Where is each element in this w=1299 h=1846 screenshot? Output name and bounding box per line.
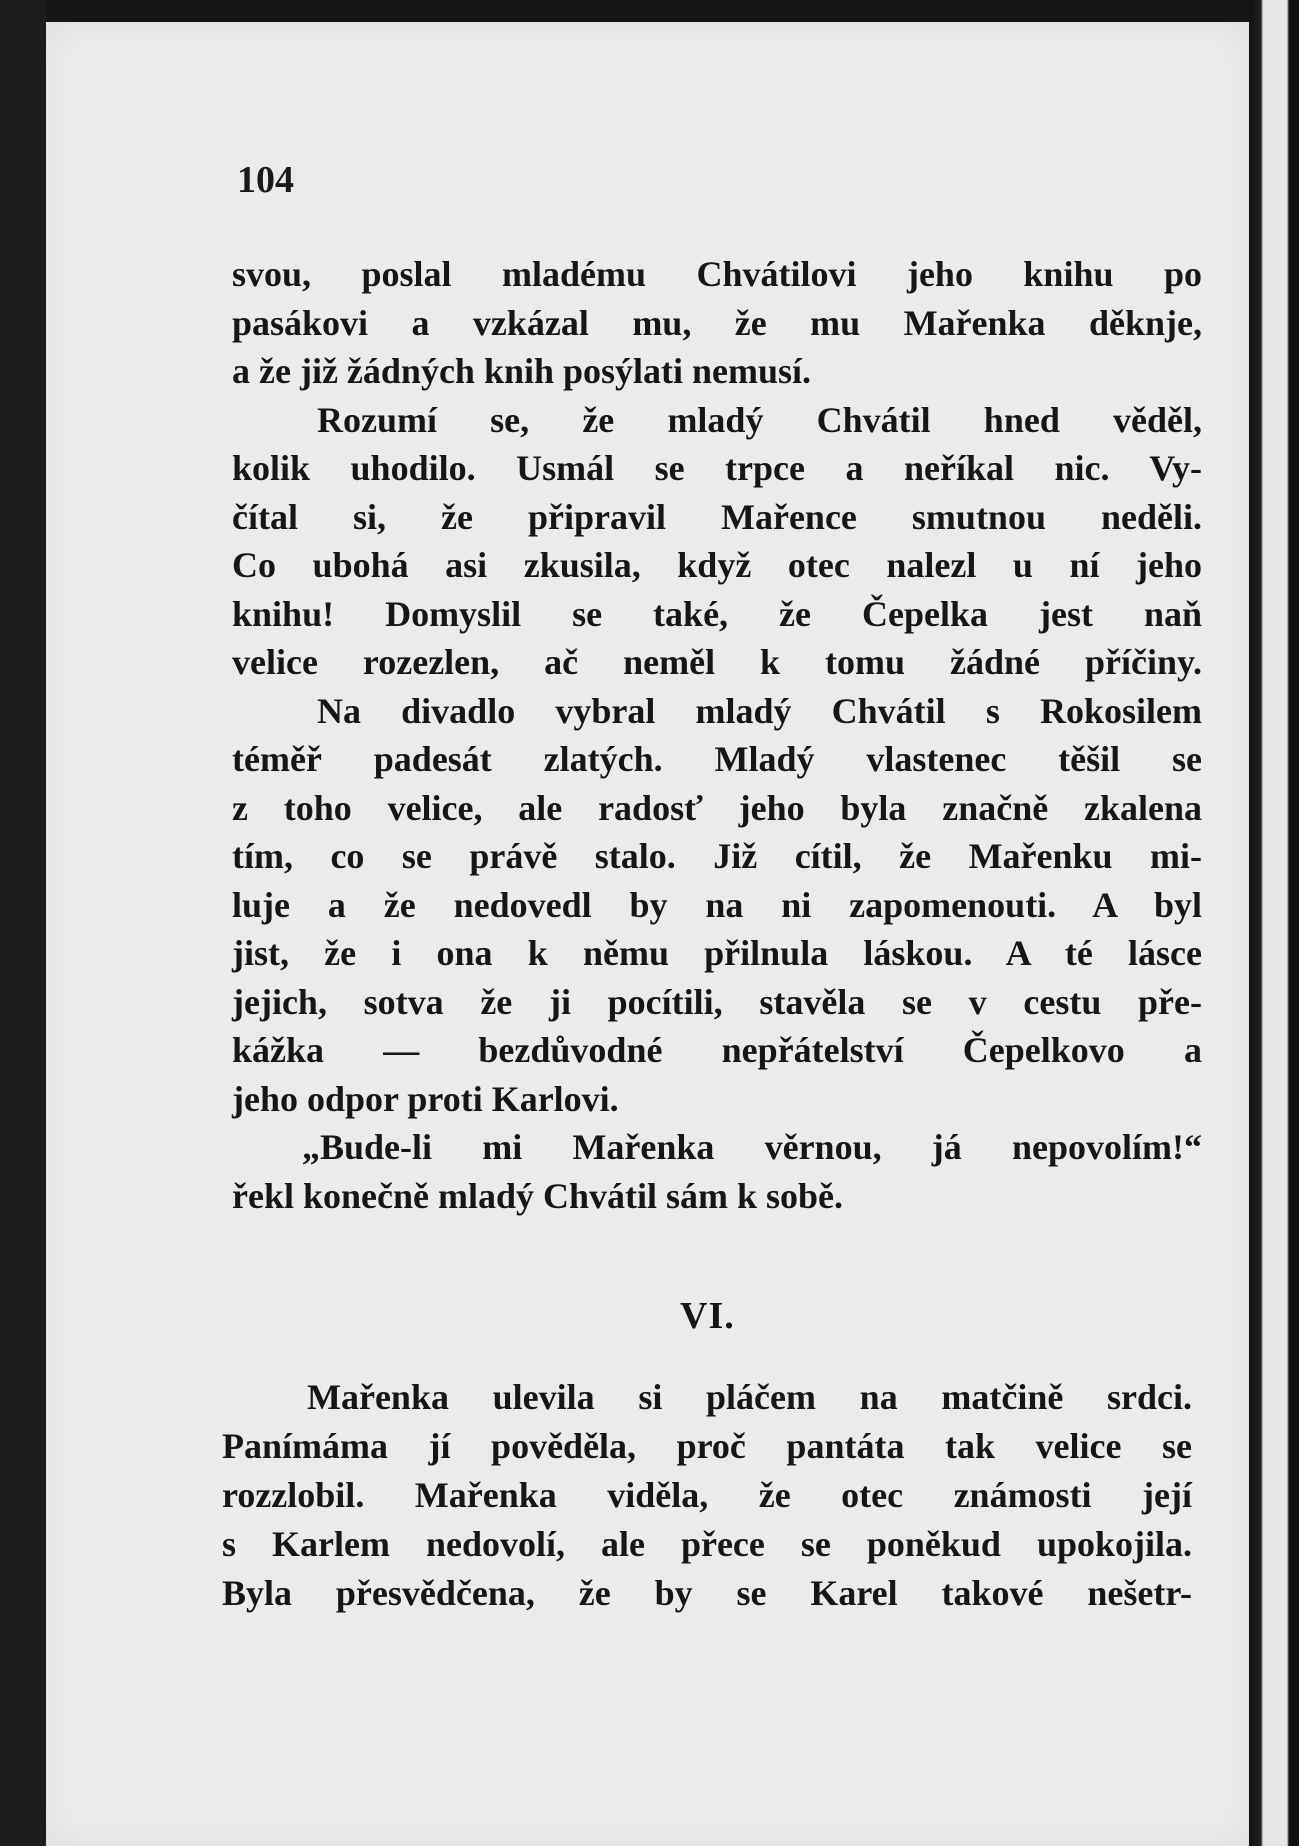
text-line: jeho odpor proti Karlovi. bbox=[232, 1078, 619, 1119]
text-line: jist, že i ona k němu přilnula láskou. A té lásce bbox=[232, 933, 1202, 973]
text-line: knihu! Domyslil se také, že Čepelka jest naň bbox=[232, 593, 1202, 634]
text-line: Mařenka ulevila si pláčem na matčině srdci. bbox=[307, 1377, 1192, 1417]
scan-left-border bbox=[0, 0, 46, 1846]
scan-top-border bbox=[0, 0, 1299, 22]
text-line: svou, poslal mladému Chvátilovi jeho knihu po bbox=[232, 254, 1202, 294]
main-text bbox=[232, 250, 1202, 1220]
page-number: 104 bbox=[237, 159, 294, 201]
text-line: kážka — bezdůvodné nepřátelství Čepelkovo a bbox=[232, 1030, 1202, 1070]
text-line: řekl konečně mladý Chvátil sám k sobě. bbox=[232, 1175, 844, 1216]
text-line: kolik uhodilo. Usmál se trpce a neříkal nic. Vy- bbox=[232, 448, 1202, 488]
text-line: rozzlobil. Mařenka viděla, že otec známosti její bbox=[222, 1475, 1192, 1515]
text-line: Rozumí se, že mladý Chvátil hned věděl, bbox=[317, 399, 1202, 440]
text-line: tím, co se právě stalo. Již cítil, že Mařenku mi- bbox=[232, 836, 1202, 876]
scan-right-edge bbox=[1249, 0, 1299, 1846]
text-line: velice rozezlen, ač neměl k tomu žádné příčiny. bbox=[232, 642, 1202, 682]
text-line: Na divadlo vybral mladý Chvátil s Rokosilem bbox=[317, 690, 1202, 731]
chapter-heading: VI. bbox=[680, 1295, 735, 1337]
chapter-text bbox=[222, 1373, 1192, 1618]
text-line: z toho velice, ale radosť jeho byla značně zkalena bbox=[232, 787, 1202, 828]
text-line: pasákovi a vzkázal mu, že mu Mařenka děknje, bbox=[232, 302, 1202, 343]
text-line: Co ubohá asi zkusila, když otec nalezl u ní jeho bbox=[232, 545, 1202, 585]
text-line: s Karlem nedovolí, ale přece se poněkud upokojila. bbox=[222, 1524, 1192, 1564]
text-line: Byla přesvědčena, že by se Karel takové nešetr- bbox=[222, 1573, 1192, 1613]
text-line: jejich, sotva že ji pocítili, stavěla se v cestu pře- bbox=[232, 981, 1202, 1022]
text-line: a že již žádných knih posýlati nemusí. bbox=[232, 351, 812, 391]
text-line: „Bude-li mi Mařenka věrnou, já nepovolím!“ bbox=[302, 1127, 1202, 1167]
text-line: čítal si, že připravil Mařence smutnou neděli. bbox=[232, 496, 1202, 537]
text-line: luje a že nedovedl by na ni zapomenouti. A byl bbox=[232, 884, 1202, 925]
text-line: téměř padesát zlatých. Mladý vlastenec těšil se bbox=[232, 739, 1202, 779]
text-line: Panímáma jí pověděla, proč pantáta tak velice se bbox=[222, 1426, 1192, 1466]
